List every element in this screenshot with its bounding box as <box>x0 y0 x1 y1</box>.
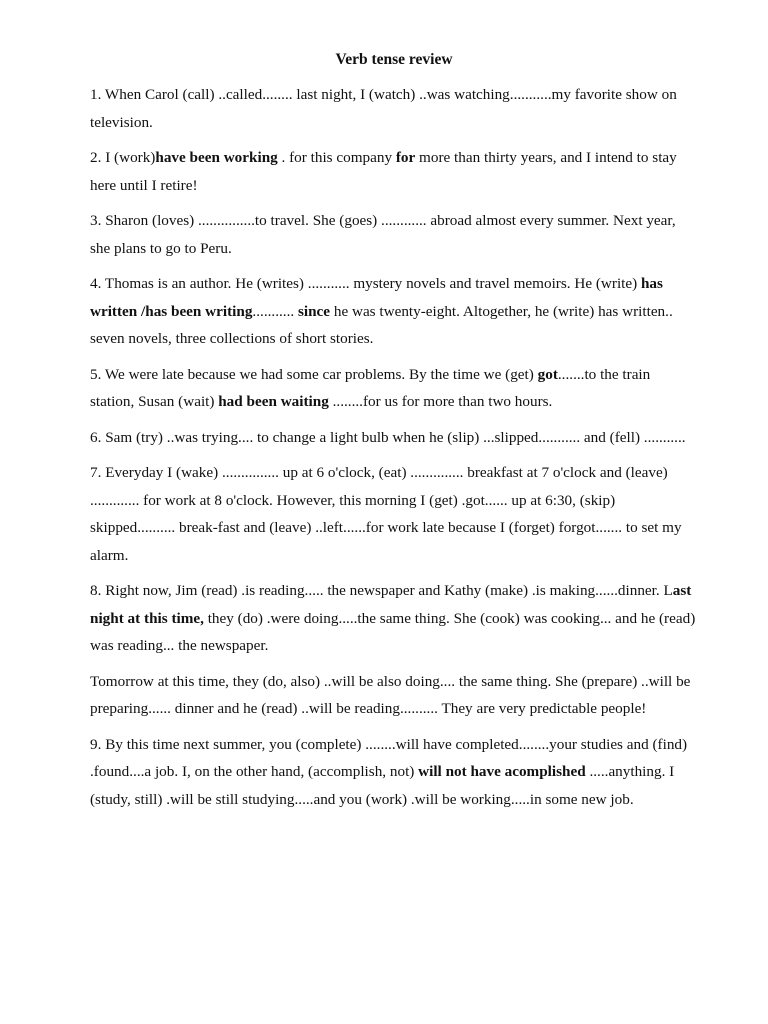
text-run: ........... <box>252 302 298 320</box>
text-run: 8. Right now, Jim (read) .is reading..... the newspaper and Kathy (make) .is making......dinner. L <box>90 582 673 599</box>
text-run: .......to the train station, Susan (wait) <box>90 365 651 410</box>
exercise-paragraph <box>90 577 698 660</box>
text-run: 9. By this time next summer, you (complete) ........will have completed........your studies and (find) .found....a job. I, on the other hand, (accomplish, not) <box>90 735 688 780</box>
text-run: 7. Everyday I (wake) ............... up at 6 o'clock, (eat) .............. breakfast at 7 o'clock and (leave) ............. for work at 8 o'clock. However, this morning I (get) .got...... up at 6:30, (skip) skipped.......... break-fast and (leave) ..left......for work late because I (forget) forgot....... to set my alarm. <box>90 464 682 564</box>
exercise-paragraph <box>90 270 698 353</box>
paragraph-list <box>90 81 698 813</box>
text-run: 1. When Carol (call) ..called........ last night, I (watch) ..was watching...........my favorite show on television. <box>90 86 677 131</box>
text-run: 2. I (work) <box>90 149 156 166</box>
text-run: Tomorrow at this time, they (do, also) ..will be also doing.... the same thing. She (prepare) ..will be preparing...... dinner and he (read) ..will be reading.......... They are very predictable people! <box>90 672 691 717</box>
text-run: he was twenty-eight. Altogether, he (write) has written.. seven novels, three collections of short stories. <box>90 302 673 347</box>
text-run: more than thirty years, and I intend to stay here until I retire! <box>90 149 677 194</box>
exercise-paragraph <box>90 81 698 136</box>
text-run: 3. Sharon (loves) ...............to travel. She (goes) ............ abroad almost every summer. Next year, she plans to go to Peru. <box>90 212 676 257</box>
exercise-paragraph <box>90 424 698 452</box>
text-run: 4. Thomas is an author. He (writes) ........... mystery novels and travel memoirs. He (write) <box>90 275 641 292</box>
text-run: .....anything. I (study, still) .will be still studying.....and you (work) .will be working.....in some new job. <box>90 763 675 808</box>
bold-answer: for <box>395 149 416 166</box>
text-run: they (do) .were doing.....the same thing. She (cook) was cooking... and he (read) was reading... the newspaper. <box>90 609 696 654</box>
document-title: Verb tense review <box>335 51 453 68</box>
bold-answer: have been working <box>155 149 278 166</box>
exercise-paragraph <box>90 668 698 723</box>
exercise-paragraph <box>90 361 698 416</box>
bold-answer: since <box>297 302 331 320</box>
bold-answer: ast night at this time, <box>90 582 692 627</box>
exercise-paragraph <box>90 731 698 814</box>
exercise-paragraph <box>90 207 698 262</box>
text-run: ........for us for more than two hours. <box>328 393 553 410</box>
bold-answer: has written /has been writing <box>90 275 663 320</box>
text-run: 6. Sam (try) ..was trying.... to change a light bulb when he (slip) ...slipped........... and (fell) ........... <box>90 428 686 446</box>
exercise-paragraph <box>90 144 698 199</box>
text-run: . for this company <box>277 149 396 166</box>
bold-answer: got <box>537 365 558 383</box>
text-run: 5. We were late because we had some car problems. By the time we (get) <box>90 365 538 383</box>
bold-answer: had been waiting <box>218 393 329 410</box>
exercise-paragraph <box>90 459 698 569</box>
bold-answer: will not have acomplished <box>418 763 586 780</box>
